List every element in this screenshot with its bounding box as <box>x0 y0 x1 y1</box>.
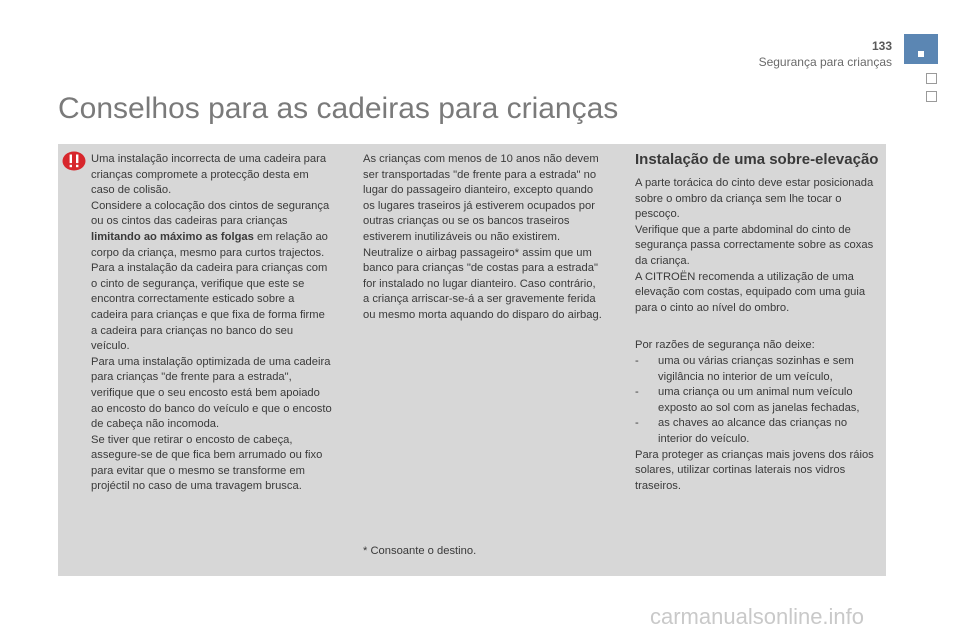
chapter-tab[interactable] <box>926 73 937 84</box>
page-title: Conselhos para as cadeiras para crianças <box>58 92 619 125</box>
paragraph: Para proteger as crianças mais jovens dos ráios solares, utilizar cortinas laterais nos vidros traseiros. <box>635 448 874 492</box>
watermark: carmanualsonline.info <box>650 604 865 629</box>
list-item-text: uma criança ou um animal num veículo exposto ao sol com as janelas fechadas, <box>658 386 860 414</box>
paragraph: Para a instalação da cadeira para crianças com o cinto de segurança, verifique que este se encontra correctamente esticado sobre a cadeira para crianças e que fixa de forma firme a cadeira para crianças no banco do seu veículo. <box>91 262 328 353</box>
list-dash: - <box>635 354 639 367</box>
list-dash: - <box>635 386 639 399</box>
column-middle <box>363 152 603 324</box>
list-item-text: as chaves ao alcance das crianças no interior do veículo. <box>658 417 848 445</box>
chapter-tab[interactable] <box>926 91 937 102</box>
text: em relação ao corpo da criança, mesmo para curtos trajectos. <box>91 230 328 259</box>
text: Considere a colocação dos cintos de segurança ou os cintos das cadeiras para crianças <box>91 199 330 228</box>
paragraph: A CITROËN recomenda a utilização de uma elevação com costas, equipado com uma guia para o cinto ao nível do ombro. <box>635 270 866 314</box>
paragraph <box>91 199 333 261</box>
chapter-tab-active[interactable] <box>904 34 938 64</box>
emphasis: limitando ao máximo as folgas <box>91 230 254 243</box>
paragraph: Por razões de segurança não deixe: <box>635 339 815 352</box>
paragraph: Para uma instalação optimizada de uma cadeira para crianças "de frente para a estrada", verifique que o seu encosto está bem apoiado ao encosto do banco do veículo e que o encosto de cabeça não incomoda. <box>91 355 332 431</box>
footnote: * Consoante o destino. <box>363 545 477 557</box>
list-item <box>635 385 879 416</box>
warning-icon <box>62 151 86 171</box>
paragraph: Verifique que a parte abdominal do cinto de segurança passa correctamente sobre as coxas da criança. <box>635 223 874 267</box>
list-dash: - <box>635 417 639 430</box>
list-item <box>635 354 879 385</box>
section-heading: Instalação de uma sobre-elevação <box>635 151 879 168</box>
page-number: 133 <box>871 39 892 53</box>
section-name: Segurança para crianças <box>758 55 892 69</box>
paragraph: Neutralize o airbag passageiro* assim que um banco para crianças "de costas para a estrada" for instalado no lugar dianteiro. Caso contrário, a criança arriscar-se-á a ser gravemente ferida ou mesmo morta aquando do disparo do airbag. <box>363 246 602 321</box>
paragraph: As crianças com menos de 10 anos não devem ser transportadas "de frente para a estrada" no lugar do passageiro dianteiro, excepto quando os lugares traseiros já estiverem ocupados por outras crianças ou se os bancos traseiros estiverem inutilizáveis ou não existirem. <box>363 153 599 243</box>
column-left <box>91 152 333 495</box>
paragraph: A parte torácica do cinto deve estar posicionada sobre o ombro da criança sem lhe tocar o pescoço. <box>635 177 874 221</box>
tab-marker-icon <box>918 51 924 57</box>
column-right <box>635 152 879 494</box>
list-item-text: uma ou várias crianças sozinhas e sem vigilância no interior de um veículo, <box>658 354 854 383</box>
paragraph: Uma instalação incorrecta de uma cadeira para crianças compromete a protecção desta em caso de colisão. <box>91 153 327 197</box>
list-item <box>635 416 879 447</box>
paragraph: Se tiver que retirar o encosto de cabeça, assegure-se de que fica bem arrumado ou fixo para evitar que o mesmo se transforme em projéctil no caso de uma travagem brusca. <box>91 433 323 493</box>
